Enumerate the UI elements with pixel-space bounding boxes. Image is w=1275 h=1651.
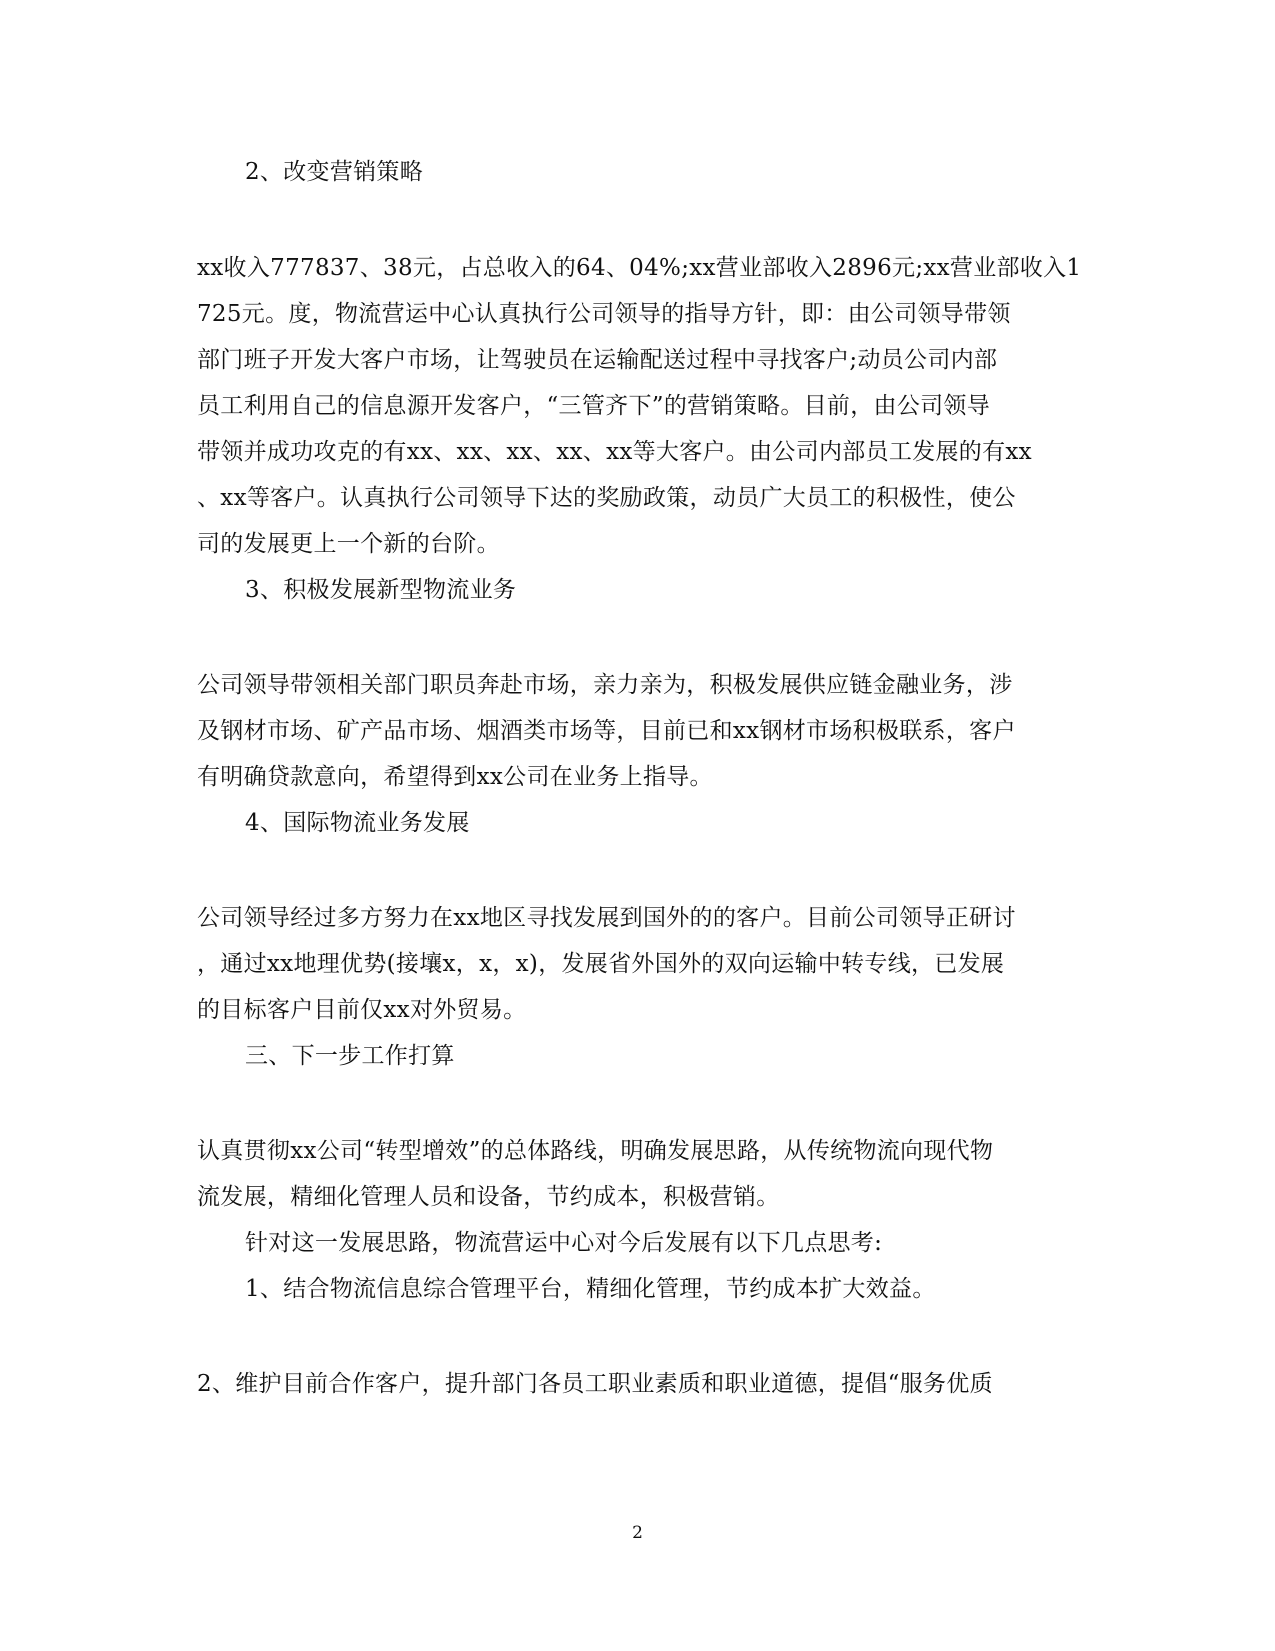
paragraph-line: 有明确贷款意向，希望得到xx公司在业务上指导。 [197,764,713,790]
paragraph-line: 的目标客户目前仅xx对外贸易。 [197,997,527,1023]
list-item: 2、维护目前合作客户，提升部门各员工职业素质和职业道德，提倡“服务优质 [197,1371,993,1397]
paragraph-line: 认真贯彻xx公司“转型增效”的总体路线，明确发展思路，从传统物流向现代物 [197,1138,994,1164]
paragraph-line: 员工利用自己的信息源开发客户，“三管齐下”的营销策略。目前，由公司领导 [197,393,991,419]
list-item: 1、结合物流信息综合管理平台，精细化管理，节约成本扩大效益。 [245,1276,936,1302]
section-heading: 4、国际物流业务发展 [245,810,470,836]
paragraph-line: 725元。度，物流营运中心认真执行公司领导的指导方针，即：由公司领导带领 [197,301,1011,327]
paragraph-line: 带领并成功攻克的有xx、xx、xx、xx、xx等大客户。由公司内部员工发展的有xx [197,439,1032,465]
paragraph-line: 针对这一发展思路，物流营运中心对今后发展有以下几点思考: [245,1230,883,1256]
section-heading: 2、改变营销策略 [245,159,424,185]
paragraph-line: 、xx等客户。认真执行公司领导下达的奖励政策，动员广大员工的积极性，使公 [197,485,1016,511]
section-heading: 3、积极发展新型物流业务 [245,577,517,603]
paragraph-line: 司的发展更上一个新的台阶。 [197,531,500,557]
section-heading: 三、下一步工作打算 [245,1043,455,1069]
paragraph-line: xx收入777837、38元，占总收入的64、04%;xx营业部收入2896元;xx营业部收入1 [197,255,1082,281]
paragraph-line: 流发展，精细化管理人员和设备，节约成本，积极营销。 [197,1184,780,1210]
paragraph-line: 部门班子开发大客户市场，让驾驶员在运输配送过程中寻找客户;动员公司内部 [197,347,998,373]
page-number: 2 [632,1523,643,1543]
paragraph-line: ，通过xx地理优势(接壤x，x，x)，发展省外国外的双向运输中转专线，已发展 [197,951,1005,977]
paragraph-line: 公司领导经过多方努力在xx地区寻找发展到国外的的客户。目前公司领导正研讨 [197,905,1016,931]
paragraph-line: 及钢材市场、矿产品市场、烟酒类市场等，目前已和xx钢材市场积极联系，客户 [197,718,1016,744]
paragraph-line: 公司领导带领相关部门职员奔赴市场，亲力亲为，积极发展供应链金融业务，涉 [197,672,1013,698]
